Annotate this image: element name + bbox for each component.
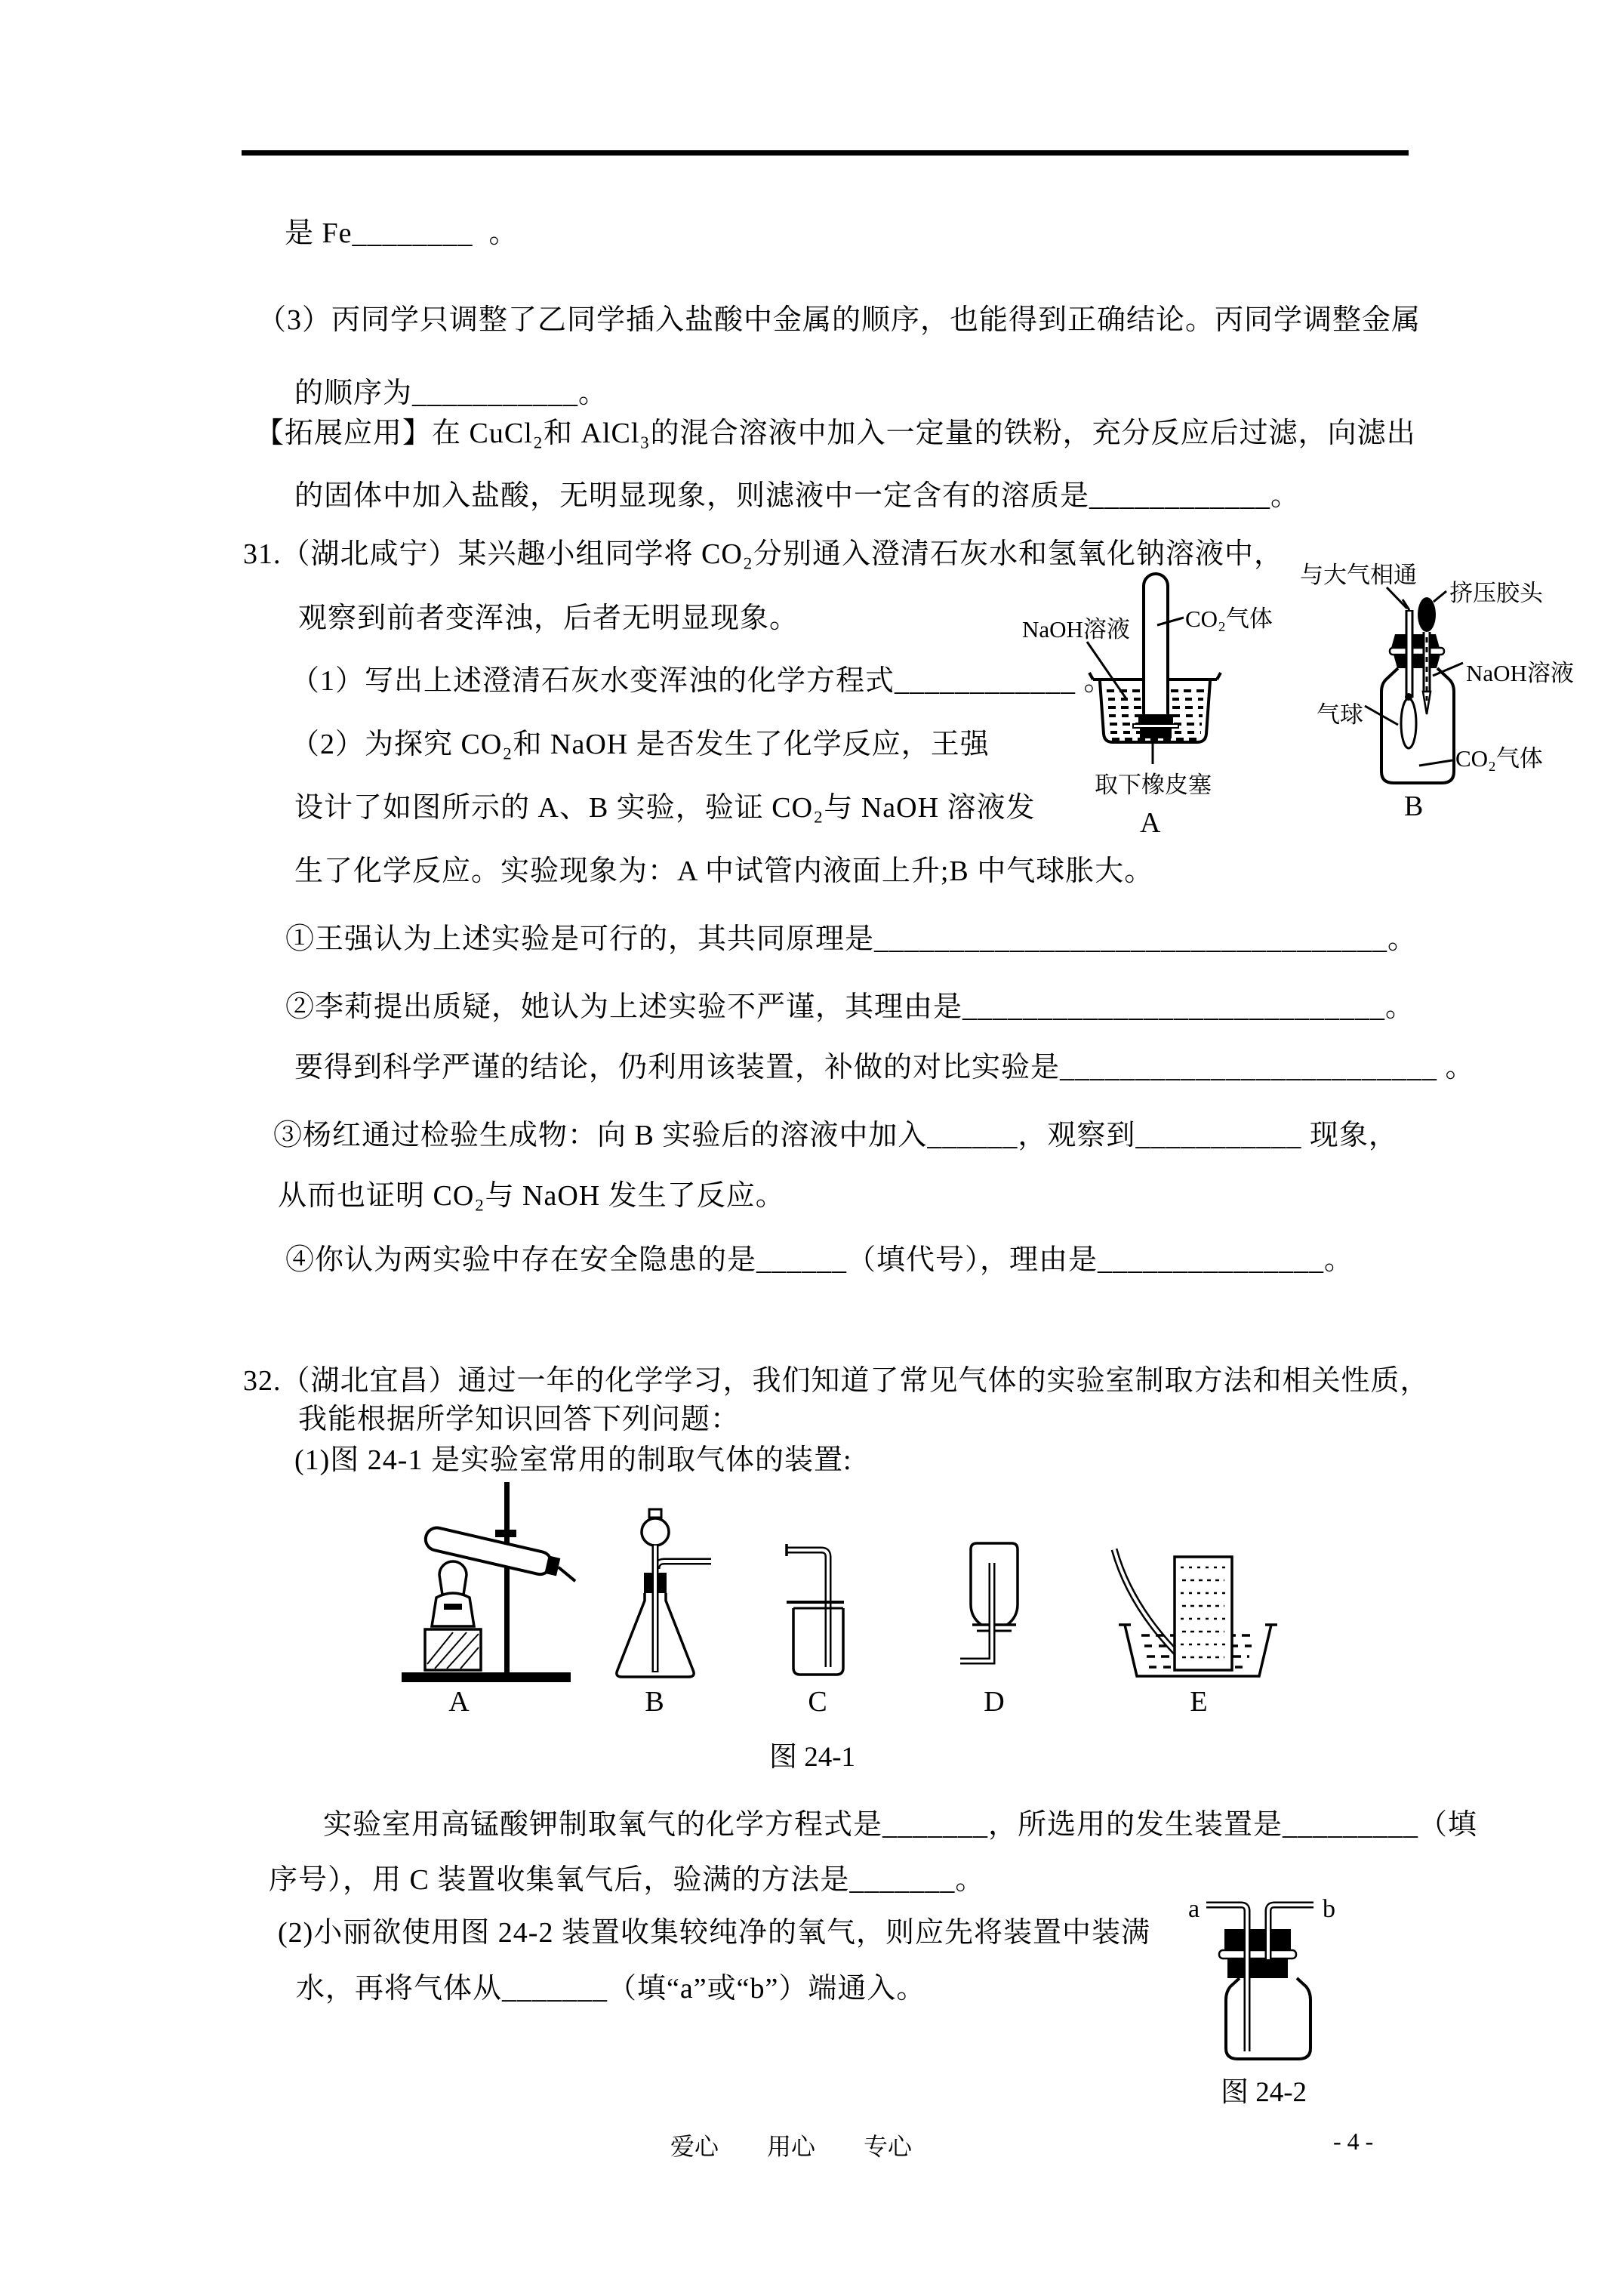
port-a-label: a [1188,1895,1200,1923]
device-letter-a: A [448,1686,470,1718]
rubber-stopper [1133,714,1178,738]
co2-gas-label: CO₂气体 [1185,606,1273,632]
test-tube [1144,574,1168,717]
doc-line: （3）丙同学只调整了乙同学插入盐酸中金属的顺序，也能得到正确结论。丙同学调整金属 [257,304,1421,336]
bottle-stopper [1390,634,1444,668]
doc-line: 31.（湖北咸宁）某兴趣小组同学将 CO₂分别通入澄清石灰水和氢氧化钠溶液中， [243,538,1284,570]
balloon-label: 气球 [1317,701,1363,728]
open-to-air-label: 与大气相通 [1300,562,1417,588]
naoh-solution-label: NaOH溶液 [1466,660,1574,686]
device-letter-e: E [1190,1686,1208,1718]
doc-line: （1）写出上述澄清石灰水变浑浊的化学方程式____________ 。 [291,665,1113,697]
doc-line: 32.（湖北宜昌）通过一年的化学学习，我们知道了常见气体的实验室制取方法和相关性质， [243,1365,1430,1397]
doc-line: 要得到科学严谨的结论，仍利用该装置，补做的对比实验是_________________________ 。 [294,1052,1475,1083]
leader-line [1387,587,1407,609]
footer-motto: 爱心 用心 专心 [670,2133,913,2160]
device-letter-d: D [984,1686,1005,1718]
device-c-upward-collection [787,1544,844,1675]
doc-line: 【拓展应用】在 CuCl₂和 AlCl₃的混合溶液中加入一定量的铁粉，充分反应后过滤，向滤出 [255,418,1416,449]
figure-24-2-diagram [1178,1884,1359,2065]
device-letter-c: C [808,1686,827,1718]
device-a-heating-setup [402,1482,580,1682]
naoh-solution-label: NaOH溶液 [1022,616,1130,643]
doc-line: 水，再将气体从_______（填“a”或“b”）端通入。 [296,1973,926,2005]
doc-line: 观察到前者变浑浊，后者无明显现象。 [298,603,799,634]
doc-line: 我能根据所学知识回答下列问题： [298,1404,741,1435]
doc-line: ④你认为两实验中存在安全隐患的是______（填代号），理由是_______________。 [285,1244,1354,1276]
figure-24-1-caption: 图 24-1 [768,1742,856,1773]
doc-line: (1)图 24-1 是实验室常用的制取气体的装置: [294,1444,852,1476]
leader-line [1419,760,1452,766]
co2-gas-label: CO₂气体 [1455,745,1543,772]
leader-line [1434,591,1446,602]
figure-24-2-caption: 图 24-2 [1220,2077,1307,2108]
doc-line: (2)小丽欲使用图 24-2 装置收集较纯净的氧气，则应先将装置中装满 [278,1917,1150,1949]
apparatus-letter-b: B [1404,791,1424,822]
doc-line: ③杨红通过检验生成物：向 B 实验后的溶液中加入______，观察到___________ 现象， [273,1120,1398,1151]
doc-line: 序号），用 C 装置收集氧气后，验满的方法是_______。 [269,1864,985,1896]
bottle-stopper [1219,1929,1296,1978]
header-rule [242,150,1409,156]
doc-line: 从而也证明 CO₂与 NaOH 发生了反应。 [278,1180,785,1212]
squeeze-bulb-label: 挤压胶头 [1449,580,1543,606]
doc-line: 的顺序为___________。 [294,378,608,409]
doc-line: 生了化学反应。实验现象为：A 中试管内液面上升;B 中气球胀大。 [294,855,1154,887]
doc-line: 是 Fe________ 。 [285,217,519,249]
gas-bottle [1381,668,1454,783]
doc-line: 的固体中加入盐酸，无明显现象，则滤液中一定含有的溶质是____________。 [294,480,1301,512]
doc-line: ①王强认为上述实验是可行的，其共同原理是__________________________________。 [285,923,1418,955]
device-e-water-collection [1114,1549,1277,1676]
device-letter-b: B [645,1686,664,1718]
doc-line: 设计了如图所示的 A、B 实验，验证 CO₂与 NaOH 溶液发 [294,792,1036,824]
doc-line: 实验室用高锰酸钾制取氧气的化学方程式是_______，所选用的发生装置是_________（填 [323,1809,1478,1841]
doc-line: （2）为探究 CO₂和 NaOH 是否发生了化学反应，王强 [291,729,990,760]
device-d-downward-collection [960,1543,1018,1661]
page-number: - 4 - [1333,2128,1374,2155]
remove-stopper-label: 取下橡皮塞 [1095,772,1212,798]
doc-line: ②李莉提出质疑，她认为上述实验不严谨，其理由是____________________________。 [285,991,1415,1023]
device-b-flask-funnel [617,1509,711,1677]
figure-24-1-diagram [340,1480,1321,1721]
port-b-label: b [1323,1895,1335,1923]
experiment-a-diagram [1012,566,1283,838]
apparatus-letter-a: A [1140,807,1161,838]
washing-bottle [1226,1978,1310,2059]
balloon [1401,698,1416,748]
experiment-b-diagram [1283,544,1593,831]
